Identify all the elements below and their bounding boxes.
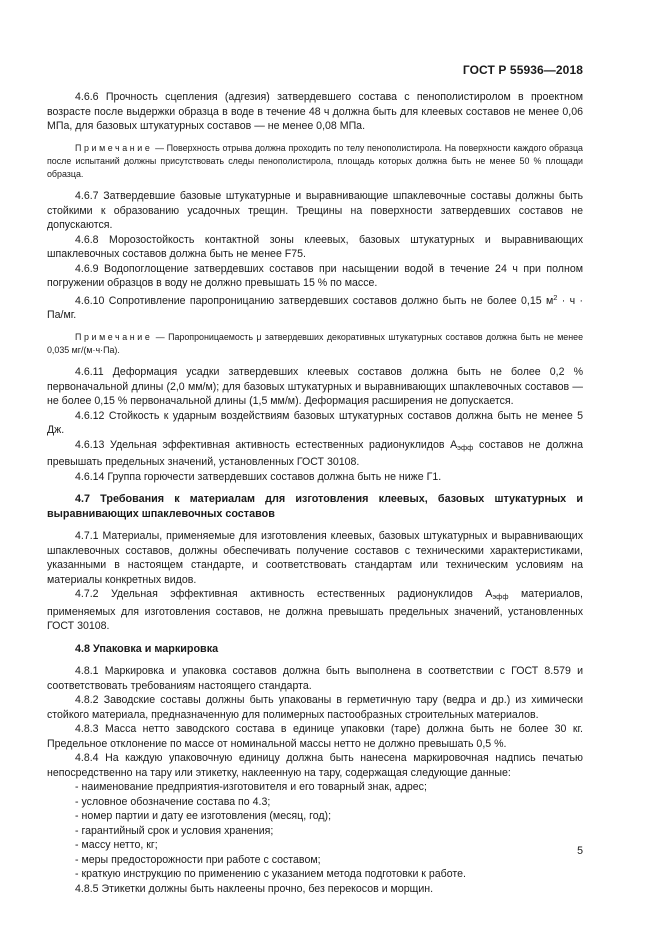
paragraph-4-6-13-rest: составов не должна превышать предельных значений, установленных ГОСТ 30108. bbox=[47, 438, 583, 469]
note-4-6-6 bbox=[47, 142, 583, 182]
note-text: — Паропроницаемость μ затвердевших декоративных штукатурных составов должна быть не менее 0,035 мг/(м·ч·Па). bbox=[47, 331, 583, 355]
subscript: эфф bbox=[457, 442, 474, 452]
paragraph-4-8-2: 4.8.2 Заводские составы должны быть упакованы в герметичную тару (ведра и др.) из химически стойкого материала, предназначенную для полимерных пастообразных строительных материалов. bbox=[47, 694, 583, 721]
section-heading-4-7: 4.7 Требования к материалам для изготовления клеевых, базовых штукатурных и выравнивающих шпаклевочных составов bbox=[47, 493, 583, 520]
note-4-6-10 bbox=[47, 331, 583, 357]
paragraph-4-6-12: 4.6.12 Стойкость к ударным воздействиям базовых штукатурных составов должна быть не менее 5 Дж. bbox=[47, 409, 583, 437]
paragraph-4-6-6: 4.6.6 Прочность сцепления (адгезия) затвердевшего состава с пенополистиролом в проектном возрасте после выдержки образца в воде в течение 48 ч должна быть для клеевых составов не менее 0,06 МПа, для базовых штукатурных составов — не менее 0,08 МПа. bbox=[47, 91, 583, 132]
list-item: - условное обозначение состава по 4.3; bbox=[75, 795, 583, 810]
list-item: - гарантийный срок и условия хранения; bbox=[75, 824, 583, 839]
paragraph-4-6-7: 4.6.7 Затвердевшие базовые штукатурные и выравнивающие шпаклевочные составы должны быть стойкими к образованию усадочных трещин. Трещины на поверхности затвердевших составов не допускаются. bbox=[47, 190, 583, 232]
paragraph-4-6-13-text: 4.6.13 Удельная эффективная активность естественных радионуклидов A bbox=[75, 438, 458, 451]
paragraph-4-6-10-units: · ч · Па/мг. bbox=[47, 294, 583, 322]
list-item: - массу нетто, кг; bbox=[75, 838, 583, 853]
document-body bbox=[47, 90, 583, 896]
standard-header: ГОСТ Р 55936—2018 bbox=[462, 63, 583, 77]
paragraph-4-6-11: 4.6.11 Деформация усадки затвердевших клеевых составов должна быть не более 0,2 % первоначальной длины (2,0 мм/м); для базовых штукатурных и выравнивающих шпаклевочных составов — не более 0,15 % первоначальной длины (1,5 мм/м). Деформация расширения не допускается. bbox=[47, 366, 583, 408]
paragraph-4-7-2-rest: материалов, применяемых для изготовления составов, не должна превышать предельных значений, установленных ГОСТ 30108. bbox=[47, 588, 583, 633]
paragraph-4-8-1: 4.8.1 Маркировка и упаковка составов должна быть выполнена в соответствии с ГОСТ 8.579 и соответствовать требованиям настоящего стандарта. bbox=[47, 665, 583, 692]
marking-data-list bbox=[47, 780, 583, 882]
subscript: эфф bbox=[492, 592, 509, 602]
paragraph-4-6-10 bbox=[47, 291, 583, 323]
page-number: 5 bbox=[577, 845, 583, 857]
paragraph-4-7-2 bbox=[47, 587, 583, 634]
note-label: Примечание bbox=[75, 142, 153, 153]
list-item: - меры предосторожности при работе с составом; bbox=[75, 853, 583, 868]
note-label: Примечание bbox=[75, 331, 153, 342]
list-item: - номер партии и дату ее изготовления (месяц, год); bbox=[75, 809, 583, 824]
note-text: — Поверхность отрыва должна проходить по телу пенополистирола. На поверхности каждого образца после испытаний должны присутствовать следы пенополистирола, площадь которых должна быть не менее 50 % площади образца. bbox=[47, 142, 583, 179]
superscript: 2 bbox=[553, 292, 558, 302]
paragraph-4-6-9: 4.6.9 Водопоглощение затвердевших составов при насыщении водой в течение 24 ч при полном погружении образцов в воду не должно превышать 15 % по массе. bbox=[47, 262, 583, 290]
paragraph-4-6-10-text: 4.6.10 Сопротивление паропроницанию затвердевших составов должно быть не более 0,15 м bbox=[75, 294, 554, 307]
paragraph-4-7-2-text: 4.7.2 Удельная эффективная активность естественных радионуклидов A bbox=[75, 588, 493, 601]
paragraph-4-6-14: 4.6.14 Группа горючести затвердевших составов должна быть не ниже Г1. bbox=[75, 470, 442, 483]
list-item: - наименование предприятия-изготовителя и его товарный знак, адрес; bbox=[75, 780, 583, 795]
section-heading-4-8: 4.8 Упаковка и маркировка bbox=[75, 642, 219, 655]
paragraph-4-8-3: 4.8.3 Масса нетто заводского состава в единице упаковки (таре) должна быть не более 30 кг. Предельное отклонение по массе от номинальной массы нетто не должно превышать 0,5 %. bbox=[47, 723, 583, 750]
paragraph-4-8-5: 4.8.5 Этикетки должны быть наклеены прочно, без перекосов и морщин. bbox=[75, 882, 434, 895]
list-item: - краткую инструкцию по применению с указанием метода подготовки к работе. bbox=[75, 867, 583, 882]
paragraph-4-8-4: 4.8.4 На каждую упаковочную единицу должна быть нанесена маркировочная надпись печатью непосредственно на тару или этикетку, наклеенную на тару, содержащая следующие данные: bbox=[47, 752, 583, 779]
paragraph-4-7-1: 4.7.1 Материалы, применяемые для изготовления клеевых, базовых штукатурных и выравнивающих шпаклевочных составов, должны обеспечивать получение составов с техническими характеристиками, указанными в настоящем стандарте, и соответствовать стандартам или техническим условиям на материалы конкретных видов. bbox=[47, 530, 583, 586]
paragraph-4-6-8: 4.6.8 Морозостойкость контактной зоны клеевых, базовых штукатурных и выравнивающих шпаклевочных составов должна быть не менее F75. bbox=[47, 233, 583, 261]
paragraph-4-6-13 bbox=[47, 438, 583, 470]
